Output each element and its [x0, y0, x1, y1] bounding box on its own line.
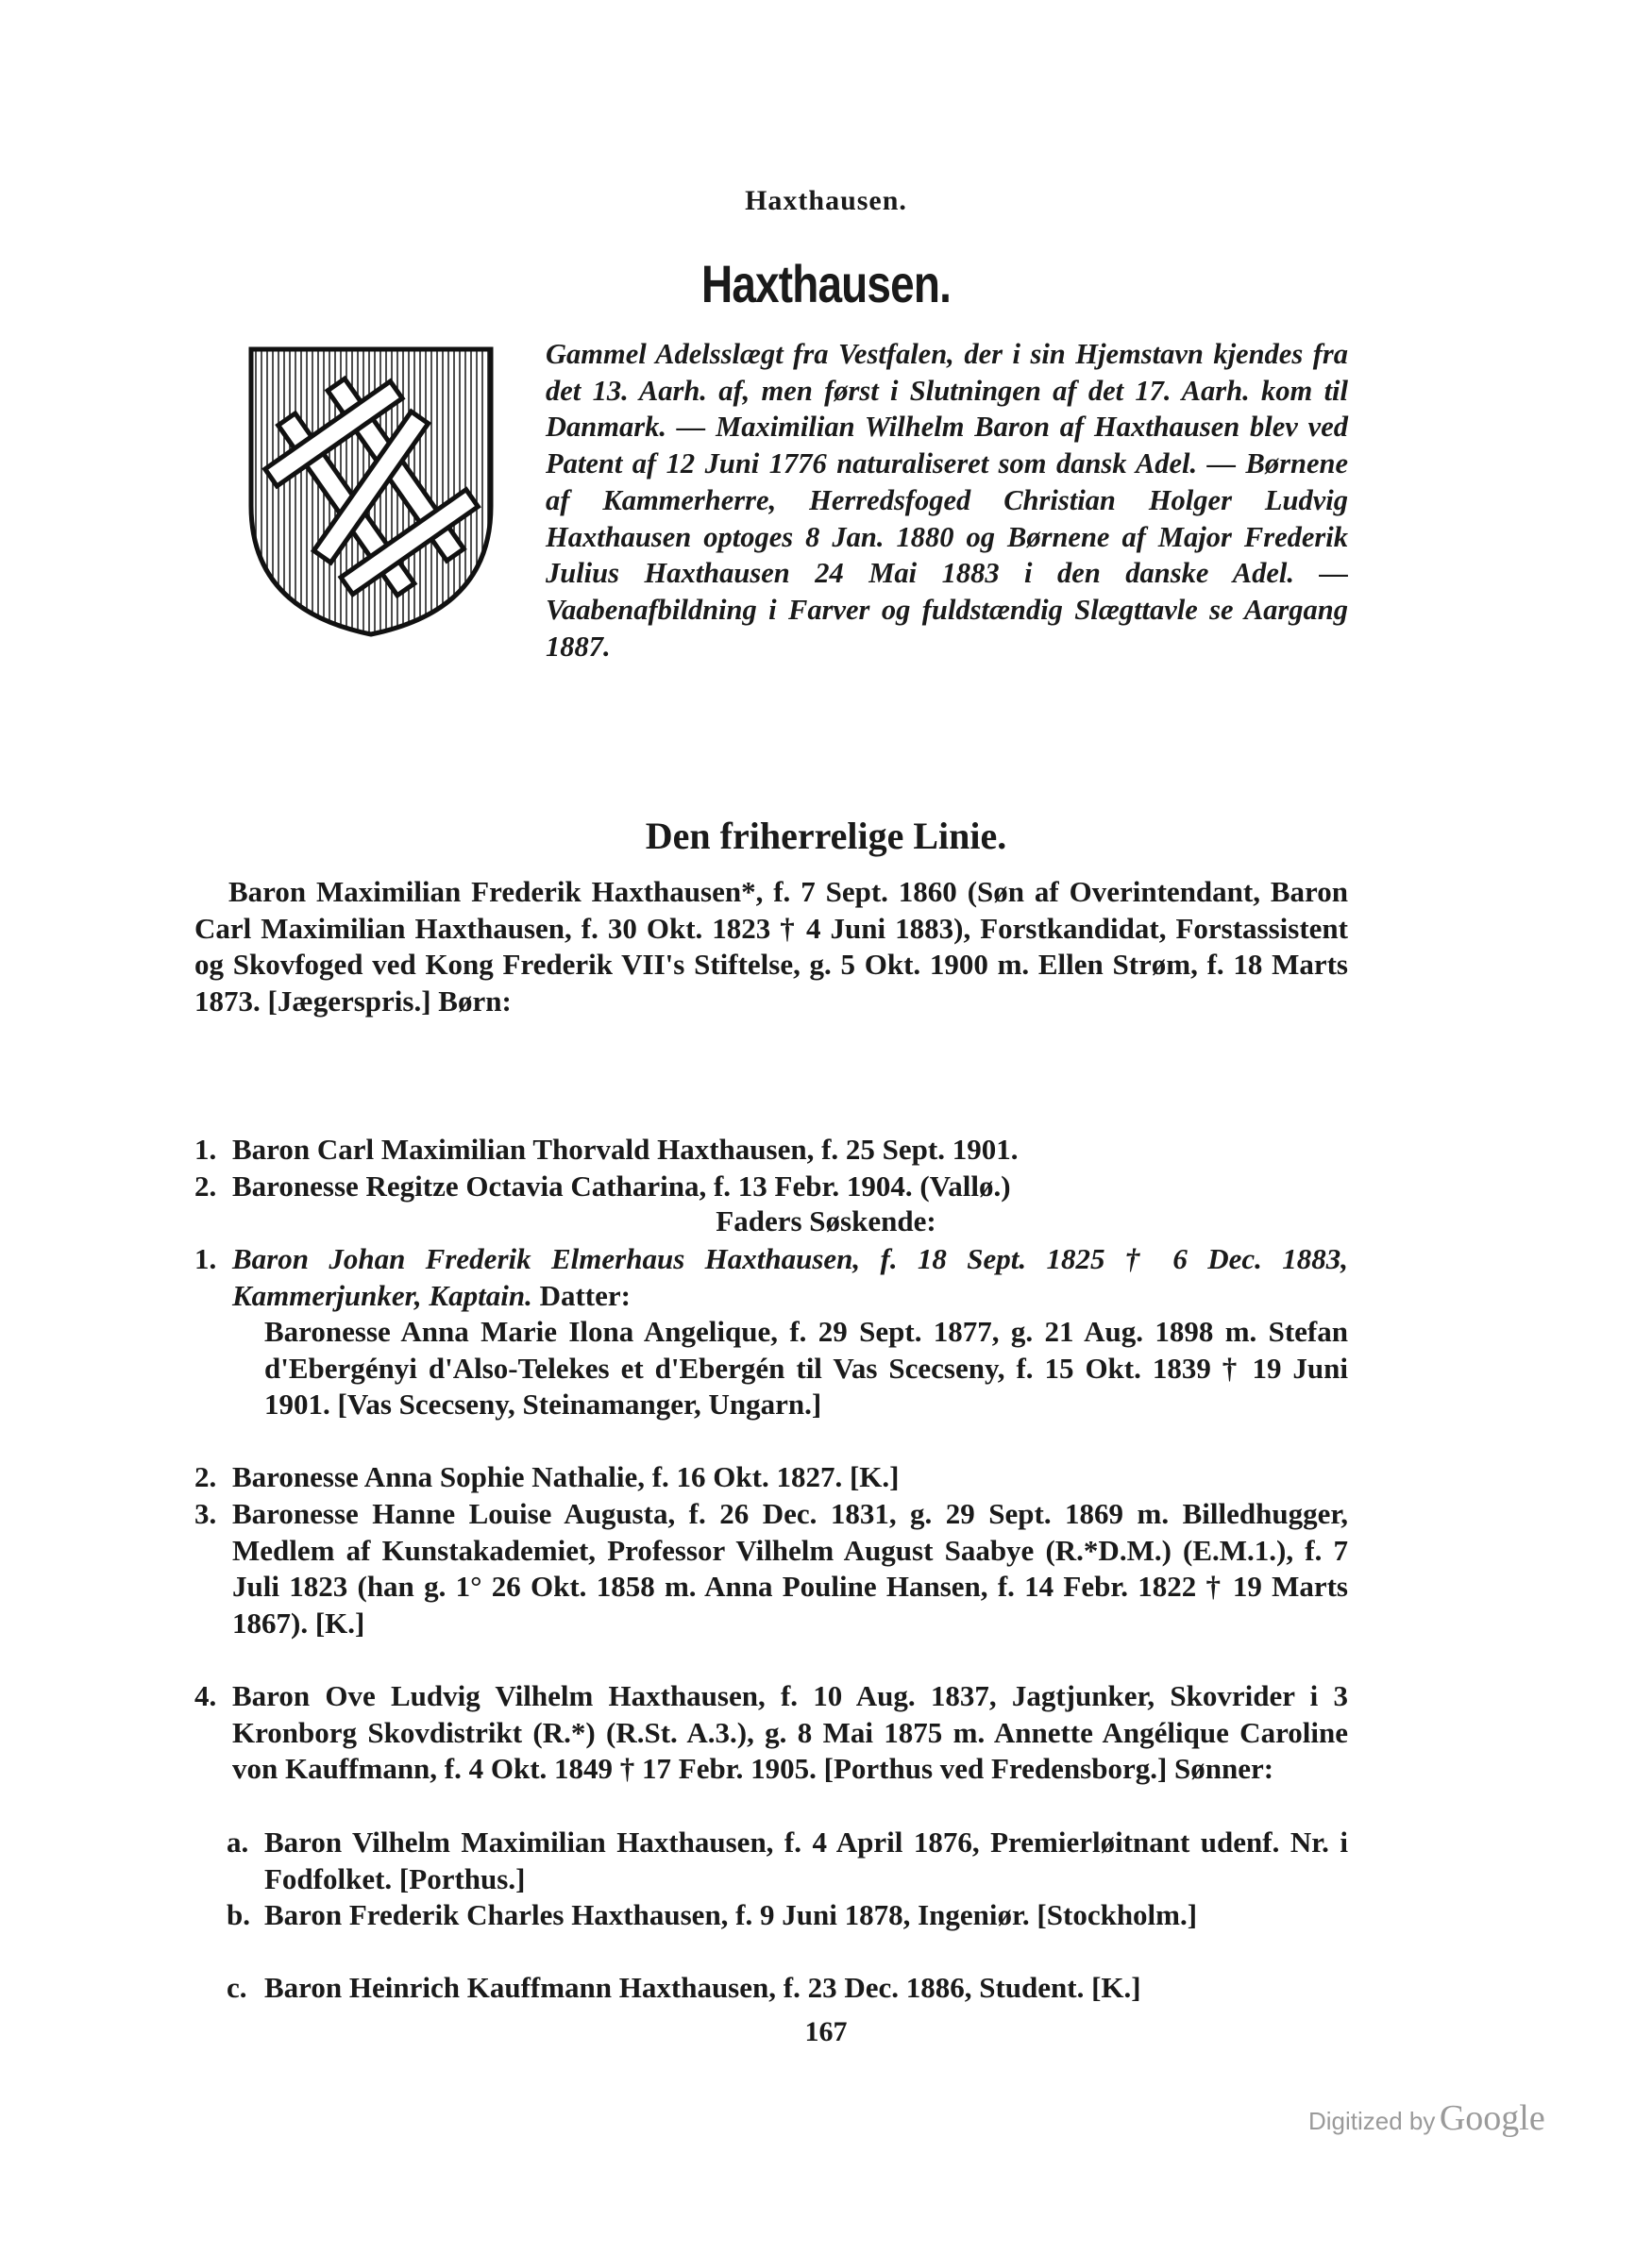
page-title: Haxthausen.: [700, 254, 952, 313]
lead-paragraph: Baron Maximilian Frederik Haxthausen*, f. 7 Sept. 1860 (Søn af Overintendant, Baron Carl Maximilian Haxthausen, f. 30 Okt. 1823 † 4 Juni 1883), Forstkandidat, Forstassistent og Skovfoged ved Kong Frederik VII's Stiftelse, g. 5 Okt. 1900 m. Ellen Strøm, f. 18 Marts 1873. [Jægerspris.] Børn:: [194, 875, 1348, 1018]
son-entry-b: b. Baron Frederik Charles Haxthausen, f. 9 Juni 1878, Ingeniør. [Stockholm.]: [227, 1898, 1198, 1931]
child-entry-1: 1. Baron Carl Maximilian Thorvald Haxthausen, f. 25 Sept. 1901.: [194, 1133, 1019, 1166]
daughter-entry: Baronesse Anna Marie Ilona Angelique, f. 29 Sept. 1877, g. 21 Aug. 1898 m. Stefan d'Ebergényi d'Also-Telekes et d'Ebergén til Vas Scecseny, f. 15 Okt. 1839 † 19 Juni 1901. [Vas Scecseny, Steinamanger, Ungarn.]: [264, 1315, 1348, 1422]
child-entry-2: 2. Baronesse Regitze Octavia Catharina, f. 13 Febr. 1904. (Vallø.): [194, 1170, 1011, 1203]
intro-paragraph: [194, 336, 1348, 665]
watermark-big: Google: [1439, 2098, 1545, 2138]
son-entry-a: a. Baron Vilhelm Maximilian Haxthausen, f. 4 April 1876, Premierløitnant udenf. Nr. i Fodfolket. [Porthus.]: [227, 1826, 1348, 1895]
sibling-entry-2: 2. Baronesse Anna Sophie Nathalie, f. 16 Okt. 1827. [K.]: [194, 1460, 900, 1493]
watermark-small: Digitized by: [1308, 2107, 1436, 2135]
page-number: 167: [804, 2016, 848, 2047]
sibling-entry-3: 3. Baronesse Hanne Louise Augusta, f. 26 Dec. 1831, g. 29 Sept. 1869 m. Billedhugger, Medlem af Kunstakademiet, Professor Vilhelm August Saabye (R.*D.M.) (E.M.1.), f. 7 Juli 1823 (han g. 1° 26 Okt. 1858 m. Anna Pouline Hansen, f. 14 Febr. 1822 † 19 Marts 1867). [K.]: [194, 1497, 1348, 1640]
section-heading: Den friherrelige Linie.: [645, 815, 1007, 857]
sibling-entry-4: 4. Baron Ove Ludvig Vilhelm Haxthausen, f. 10 Aug. 1837, Jagtjunker, Skovrider i 3 Kronborg Skovdistrikt (R.*) (R.St. A.3.), g. 8 Mai 1875 m. Annette Angélique Caroline von Kauffmann, f. 4 Okt. 1849 † 17 Febr. 1905. [Porthus ved Fredensborg.] Sønner:: [194, 1679, 1348, 1786]
intro-text: Gammel Adelsslægt fra Vestfalen, der i sin Hjemstavn kjendes fra det 13. Aarh. af, men først i Slutningen af det 17. Aarh. kom til Danmark. — Maximilian Wilhelm Baron af Haxthausen blev ved Patent af 12 Juni 1776 naturaliseret som dansk Adel. — Børnene af Kammerherre, Herredsfoged Christian Holger Ludvig Haxthausen optoges 8 Jan. 1880 og Børnene af Major Frederik Julius Haxthausen 24 Mai 1883 i den danske Adel. — Vaabenafbildning i Farver og fuldstændig Slægttavle se Aargang 1887.: [546, 338, 1348, 663]
running-head: Haxthausen.: [745, 185, 907, 216]
son-entry-c: c. Baron Heinrich Kauffmann Haxthausen, f. 23 Dec. 1886, Student. [K.]: [227, 1971, 1141, 2004]
digitized-watermark: [1308, 2097, 1545, 2139]
siblings-heading: Faders Søskende:: [716, 1204, 936, 1237]
sibling-entry-1: 1. Baron Johan Frederik Elmerhaus Haxthausen, f. 18 Sept. 1825 † 6 Dec. 1883, Kammerjunker, Kaptain. Datter:: [194, 1242, 1348, 1312]
